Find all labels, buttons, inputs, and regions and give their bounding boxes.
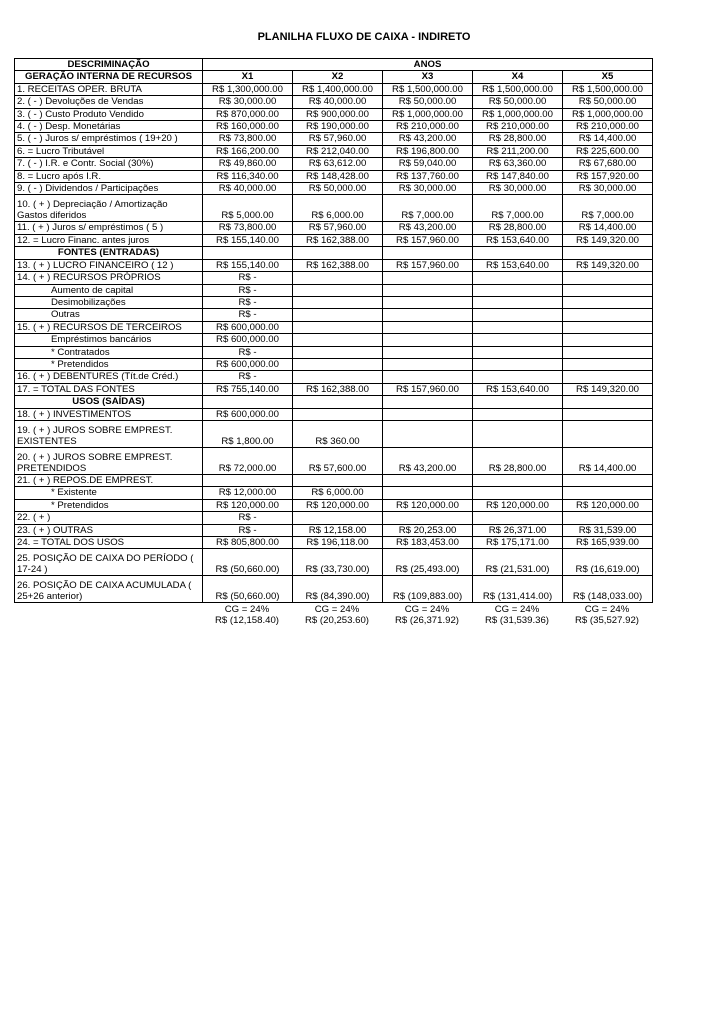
table-row <box>15 524 653 536</box>
table-row <box>15 133 653 145</box>
row-label: 8. = Lucro após I.R. <box>15 170 203 182</box>
sheet-title: PLANILHA FLUXO DE CAIXA - INDIRETO <box>257 31 471 43</box>
cash-flow-table <box>14 58 653 603</box>
cell-x4: R$ 26,371.00 <box>473 524 563 536</box>
table-row <box>15 576 653 603</box>
cell-x1: R$ 49,860.00 <box>203 158 293 170</box>
cell-x2: R$ 196,118.00 <box>293 537 383 549</box>
cell-x3 <box>383 247 473 259</box>
cell-x1 <box>203 396 293 408</box>
cell-x4: R$ (131,414.00) <box>473 576 563 603</box>
cell-x3 <box>383 358 473 370</box>
row-label: Aumento de capital <box>15 284 203 296</box>
cell-x4: R$ 210,000.00 <box>473 121 563 133</box>
cell-x1: R$ 40,000.00 <box>203 183 293 195</box>
table-row <box>15 358 653 370</box>
header-discriminacao: DESCRIMINAÇÃO <box>15 59 203 71</box>
cell-x4 <box>473 321 563 333</box>
cell-x1: R$ (50,660.00) <box>203 576 293 603</box>
cg-value-x4: R$ (31,539.36) <box>485 615 549 627</box>
row-label: 25. POSIÇÃO DE CAIXA DO PERÍODO ( 17-24 ) <box>15 549 203 576</box>
cell-x3: R$ 120,000.00 <box>383 499 473 511</box>
cell-x4 <box>473 272 563 284</box>
row-label: 6. = Lucro Tributável <box>15 145 203 157</box>
row-label: 20. ( + ) JUROS SOBRE EMPREST. PRETENDIDOS <box>15 447 203 474</box>
cell-x5 <box>563 346 653 358</box>
cg-value-x2: R$ (20,253.60) <box>305 615 369 627</box>
table-row <box>15 549 653 576</box>
table-row <box>15 296 653 308</box>
cell-x1 <box>203 247 293 259</box>
header-anos: ANOS <box>203 59 653 71</box>
cell-x1: R$ (50,660.00) <box>203 549 293 576</box>
cell-x5 <box>563 284 653 296</box>
cell-x4 <box>473 358 563 370</box>
cell-x1: R$ 805,800.00 <box>203 537 293 549</box>
cell-x2: R$ 57,960.00 <box>293 133 383 145</box>
cell-x2: R$ 63,612.00 <box>293 158 383 170</box>
cell-x1: R$ 1,300,000.00 <box>203 83 293 95</box>
cell-x5: R$ 1,000,000.00 <box>563 108 653 120</box>
cell-x3 <box>383 284 473 296</box>
table-row <box>15 158 653 170</box>
table-row <box>15 222 653 234</box>
cell-x1: R$ - <box>203 346 293 358</box>
cell-x2 <box>293 358 383 370</box>
cell-x2: R$ 1,400,000.00 <box>293 83 383 95</box>
cell-x2: R$ 190,000.00 <box>293 121 383 133</box>
cell-x4: R$ 63,360.00 <box>473 158 563 170</box>
cell-x3: R$ 59,040.00 <box>383 158 473 170</box>
cell-x5: R$ 157,920.00 <box>563 170 653 182</box>
cell-x4: R$ 120,000.00 <box>473 499 563 511</box>
cell-x5: R$ 14,400.00 <box>563 222 653 234</box>
cell-x5 <box>563 334 653 346</box>
cell-x5: R$ 149,320.00 <box>563 234 653 246</box>
cell-x4 <box>473 474 563 486</box>
cell-x2 <box>293 408 383 420</box>
cell-x2 <box>293 284 383 296</box>
cell-x5: R$ (16,619.00) <box>563 549 653 576</box>
cell-x1: R$ 73,800.00 <box>203 222 293 234</box>
cell-x5 <box>563 358 653 370</box>
cell-x2 <box>293 321 383 333</box>
row-label: Outras <box>15 309 203 321</box>
cell-x5 <box>563 487 653 499</box>
cg-label-x4: CG = 24% <box>494 604 540 615</box>
cell-x5: R$ (148,033.00) <box>563 576 653 603</box>
row-label: 3. ( - ) Custo Produto Vendido <box>15 108 203 120</box>
cell-x3: R$ 183,453.00 <box>383 537 473 549</box>
cell-x5: R$ 210,000.00 <box>563 121 653 133</box>
cell-x4: R$ 153,640.00 <box>473 259 563 271</box>
row-label: * Contratados <box>15 346 203 358</box>
cell-x3: R$ 43,200.00 <box>383 222 473 234</box>
cell-x5 <box>563 512 653 524</box>
cell-x3 <box>383 396 473 408</box>
cell-x1: R$ - <box>203 371 293 383</box>
table-row <box>15 487 653 499</box>
cell-x3: R$ 210,000.00 <box>383 121 473 133</box>
table-row <box>15 195 653 222</box>
cg-value-x3: R$ (26,371.92) <box>395 615 459 627</box>
cell-x4 <box>473 284 563 296</box>
cell-x3 <box>383 371 473 383</box>
cell-x1: R$ 155,140.00 <box>203 259 293 271</box>
cg-value-x1: R$ (12,158.40) <box>215 615 279 627</box>
cg-row <box>202 604 652 615</box>
cell-x4 <box>473 408 563 420</box>
cell-x5: R$ 149,320.00 <box>563 383 653 395</box>
table-row <box>15 284 653 296</box>
cell-x1: R$ 73,800.00 <box>203 133 293 145</box>
cell-x3: R$ 20,253.00 <box>383 524 473 536</box>
cell-x1: R$ 5,000.00 <box>203 195 293 222</box>
row-label: * Pretendidos <box>15 358 203 370</box>
table-row <box>15 145 653 157</box>
cell-x2 <box>293 474 383 486</box>
table-row <box>15 272 653 284</box>
cell-x1: R$ - <box>203 296 293 308</box>
cell-x2: R$ 50,000.00 <box>293 183 383 195</box>
cell-x4 <box>473 487 563 499</box>
cell-x2: R$ 162,388.00 <box>293 259 383 271</box>
cell-x3 <box>383 346 473 358</box>
cell-x3: R$ 196,800.00 <box>383 145 473 157</box>
row-label: 4. ( - ) Desp. Monetárias <box>15 121 203 133</box>
cell-x2 <box>293 346 383 358</box>
cell-x5: R$ 31,539.00 <box>563 524 653 536</box>
cell-x3: R$ 7,000.00 <box>383 195 473 222</box>
cell-x4: R$ 28,800.00 <box>473 447 563 474</box>
cell-x5: R$ 149,320.00 <box>563 259 653 271</box>
cell-x5: R$ 14,400.00 <box>563 447 653 474</box>
cell-x2: R$ 6,000.00 <box>293 487 383 499</box>
row-label: 26. POSIÇÃO DE CAIXA ACUMULADA ( 25+26 anterior) <box>15 576 203 603</box>
cell-x2: R$ 120,000.00 <box>293 499 383 511</box>
header-year-x3: X3 <box>383 71 473 83</box>
row-label: 16. ( + ) DEBENTURES (Tít.de Créd.) <box>15 371 203 383</box>
table-row <box>15 346 653 358</box>
section-row <box>15 247 653 259</box>
cell-x1: R$ 116,340.00 <box>203 170 293 182</box>
cell-x3 <box>383 474 473 486</box>
cell-x4: R$ 153,640.00 <box>473 234 563 246</box>
row-label: 13. ( + ) LUCRO FINANCEIRO ( 12 ) <box>15 259 203 271</box>
row-label: Empréstimos bancários <box>15 334 203 346</box>
cell-x3 <box>383 272 473 284</box>
cell-x1: R$ 155,140.00 <box>203 234 293 246</box>
header-geracao: GERAÇÃO INTERNA DE RECURSOS <box>15 71 203 83</box>
cell-x1: R$ - <box>203 284 293 296</box>
table-row <box>15 96 653 108</box>
table-row <box>15 234 653 246</box>
header-year-x5: X5 <box>563 71 653 83</box>
cell-x5 <box>563 408 653 420</box>
cell-x1: R$ 600,000.00 <box>203 334 293 346</box>
row-label: FONTES (ENTRADAS) <box>15 247 203 259</box>
cell-x1: R$ 12,000.00 <box>203 487 293 499</box>
row-label: 9. ( - ) Dividendos / Participações <box>15 183 203 195</box>
cell-x4: R$ 50,000.00 <box>473 96 563 108</box>
cell-x5 <box>563 420 653 447</box>
cell-x2 <box>293 512 383 524</box>
cell-x1: R$ 166,200.00 <box>203 145 293 157</box>
cg-footer <box>202 604 652 627</box>
cell-x5: R$ 14,400.00 <box>563 133 653 145</box>
cell-x3: R$ 1,500,000.00 <box>383 83 473 95</box>
table-row <box>15 170 653 182</box>
cell-x3: R$ 157,960.00 <box>383 259 473 271</box>
row-label: 11. ( + ) Juros s/ empréstimos ( 5 ) <box>15 222 203 234</box>
row-label: 7. ( - ) I.R. e Contr. Social (30%) <box>15 158 203 170</box>
cell-x5 <box>563 396 653 408</box>
cell-x2: R$ (33,730.00) <box>293 549 383 576</box>
cell-x2: R$ 162,388.00 <box>293 383 383 395</box>
cell-x1: R$ - <box>203 524 293 536</box>
cell-x4: R$ 7,000.00 <box>473 195 563 222</box>
cell-x3 <box>383 334 473 346</box>
cell-x1: R$ 600,000.00 <box>203 358 293 370</box>
table-row <box>15 309 653 321</box>
cell-x3: R$ 1,000,000.00 <box>383 108 473 120</box>
cell-x2: R$ 162,388.00 <box>293 234 383 246</box>
cell-x5: R$ 225,600.00 <box>563 145 653 157</box>
cell-x5: R$ 67,680.00 <box>563 158 653 170</box>
cell-x3: R$ 137,760.00 <box>383 170 473 182</box>
row-label: 10. ( + ) Depreciação / Amortização Gastos diferidos <box>15 195 203 222</box>
cg-value-row <box>202 615 652 626</box>
table-row <box>15 183 653 195</box>
row-label: 2. ( - ) Devoluções de Vendas <box>15 96 203 108</box>
cell-x3 <box>383 512 473 524</box>
cell-x4: R$ (21,531.00) <box>473 549 563 576</box>
cg-value-x5: R$ (35,527.92) <box>575 615 639 627</box>
row-label: * Existente <box>15 487 203 499</box>
cell-x1: R$ 870,000.00 <box>203 108 293 120</box>
cell-x5: R$ 165,939.00 <box>563 537 653 549</box>
row-label: 22. ( + ) <box>15 512 203 524</box>
row-label: 18. ( + ) INVESTIMENTOS <box>15 408 203 420</box>
row-label: USOS (SAÍDAS) <box>15 396 203 408</box>
row-label: 23. ( + ) OUTRAS <box>15 524 203 536</box>
cell-x4 <box>473 334 563 346</box>
cell-x5: R$ 7,000.00 <box>563 195 653 222</box>
cell-x1: R$ 1,800.00 <box>203 420 293 447</box>
table-row <box>15 108 653 120</box>
row-label: 24. = TOTAL DOS USOS <box>15 537 203 549</box>
cell-x1 <box>203 474 293 486</box>
table-row <box>15 371 653 383</box>
cell-x4 <box>473 420 563 447</box>
table-row <box>15 499 653 511</box>
cell-x2: R$ 6,000.00 <box>293 195 383 222</box>
cell-x5 <box>563 309 653 321</box>
cell-x4: R$ 30,000.00 <box>473 183 563 195</box>
cg-label-x1: CG = 24% <box>224 604 270 615</box>
cg-label-x2: CG = 24% <box>314 604 360 615</box>
cell-x2 <box>293 334 383 346</box>
row-label: 17. = TOTAL DAS FONTES <box>15 383 203 395</box>
cell-x3: R$ 43,200.00 <box>383 447 473 474</box>
cell-x1: R$ - <box>203 512 293 524</box>
cell-x2: R$ 40,000.00 <box>293 96 383 108</box>
cell-x4 <box>473 512 563 524</box>
cg-label-x3: CG = 24% <box>404 604 450 615</box>
section-row <box>15 396 653 408</box>
row-label: 21. ( + ) REPOS.DE EMPREST. <box>15 474 203 486</box>
cell-x1: R$ 600,000.00 <box>203 408 293 420</box>
cell-x3: R$ 50,000.00 <box>383 96 473 108</box>
cell-x1: R$ 72,000.00 <box>203 447 293 474</box>
cell-x5: R$ 120,000.00 <box>563 499 653 511</box>
cell-x2: R$ 148,428.00 <box>293 170 383 182</box>
row-label: 1. RECEITAS OPER. BRUTA <box>15 83 203 95</box>
cell-x3 <box>383 408 473 420</box>
cell-x5 <box>563 272 653 284</box>
table-row <box>15 334 653 346</box>
cell-x2 <box>293 272 383 284</box>
cell-x5: R$ 50,000.00 <box>563 96 653 108</box>
cell-x1: R$ - <box>203 272 293 284</box>
row-label: 14. ( + ) RECURSOS PRÓPRIOS <box>15 272 203 284</box>
cell-x5 <box>563 474 653 486</box>
cell-x2: R$ (84,390.00) <box>293 576 383 603</box>
table-row <box>15 512 653 524</box>
cell-x5 <box>563 371 653 383</box>
cell-x4 <box>473 346 563 358</box>
cell-x4: R$ 1,500,000.00 <box>473 83 563 95</box>
table-row <box>15 383 653 395</box>
table-row <box>15 259 653 271</box>
row-label: 15. ( + ) RECURSOS DE TERCEIROS <box>15 321 203 333</box>
cell-x4 <box>473 247 563 259</box>
cell-x4 <box>473 371 563 383</box>
cell-x2: R$ 57,960.00 <box>293 222 383 234</box>
cell-x2: R$ 12,158.00 <box>293 524 383 536</box>
cell-x1: R$ - <box>203 309 293 321</box>
cell-x4 <box>473 396 563 408</box>
row-label: * Pretendidos <box>15 499 203 511</box>
row-label: Desimobilizações <box>15 296 203 308</box>
cell-x3: R$ 43,200.00 <box>383 133 473 145</box>
cell-x4: R$ 147,840.00 <box>473 170 563 182</box>
row-label: 12. = Lucro Financ. antes juros <box>15 234 203 246</box>
cell-x1: R$ 755,140.00 <box>203 383 293 395</box>
cell-x2 <box>293 296 383 308</box>
cell-x1: R$ 30,000.00 <box>203 96 293 108</box>
cell-x3 <box>383 420 473 447</box>
cell-x3 <box>383 487 473 499</box>
cell-x5 <box>563 321 653 333</box>
table-row <box>15 83 653 95</box>
cell-x2: R$ 900,000.00 <box>293 108 383 120</box>
header-year-x2: X2 <box>293 71 383 83</box>
cell-x4 <box>473 309 563 321</box>
cell-x2 <box>293 396 383 408</box>
cell-x3: R$ 30,000.00 <box>383 183 473 195</box>
cell-x4: R$ 175,171.00 <box>473 537 563 549</box>
row-label: 5. ( - ) Juros s/ empréstimos ( 19+20 ) <box>15 133 203 145</box>
cell-x3 <box>383 309 473 321</box>
cell-x4: R$ 211,200.00 <box>473 145 563 157</box>
cell-x4: R$ 153,640.00 <box>473 383 563 395</box>
cell-x2 <box>293 309 383 321</box>
cell-x2: R$ 212,040.00 <box>293 145 383 157</box>
cell-x5: R$ 1,500,000.00 <box>563 83 653 95</box>
cell-x4 <box>473 296 563 308</box>
table-row <box>15 121 653 133</box>
cell-x2: R$ 57,600.00 <box>293 447 383 474</box>
cell-x3 <box>383 296 473 308</box>
table-body <box>15 83 653 603</box>
cell-x5: R$ 30,000.00 <box>563 183 653 195</box>
cell-x4: R$ 28,800.00 <box>473 133 563 145</box>
cell-x3: R$ 157,960.00 <box>383 234 473 246</box>
table-row <box>15 321 653 333</box>
row-label: 19. ( + ) JUROS SOBRE EMPREST. EXISTENTES <box>15 420 203 447</box>
cell-x5 <box>563 247 653 259</box>
cell-x4: R$ 1,000,000.00 <box>473 108 563 120</box>
cell-x1: R$ 600,000.00 <box>203 321 293 333</box>
cell-x2 <box>293 371 383 383</box>
header-year-x4: X4 <box>473 71 563 83</box>
cell-x3: R$ 157,960.00 <box>383 383 473 395</box>
cell-x2 <box>293 247 383 259</box>
header-row-1 <box>15 59 653 71</box>
cell-x4: R$ 28,800.00 <box>473 222 563 234</box>
cell-x2: R$ 360.00 <box>293 420 383 447</box>
table-row <box>15 537 653 549</box>
header-row-2 <box>15 71 653 83</box>
cell-x5 <box>563 296 653 308</box>
cell-x3 <box>383 321 473 333</box>
table-row <box>15 408 653 420</box>
header-year-x1: X1 <box>203 71 293 83</box>
cg-label-x5: CG = 24% <box>584 604 630 615</box>
cell-x1: R$ 160,000.00 <box>203 121 293 133</box>
table-row <box>15 474 653 486</box>
cell-x3: R$ (25,493.00) <box>383 549 473 576</box>
table-row <box>15 447 653 474</box>
cell-x1: R$ 120,000.00 <box>203 499 293 511</box>
table-row <box>15 420 653 447</box>
cell-x3: R$ (109,883.00) <box>383 576 473 603</box>
